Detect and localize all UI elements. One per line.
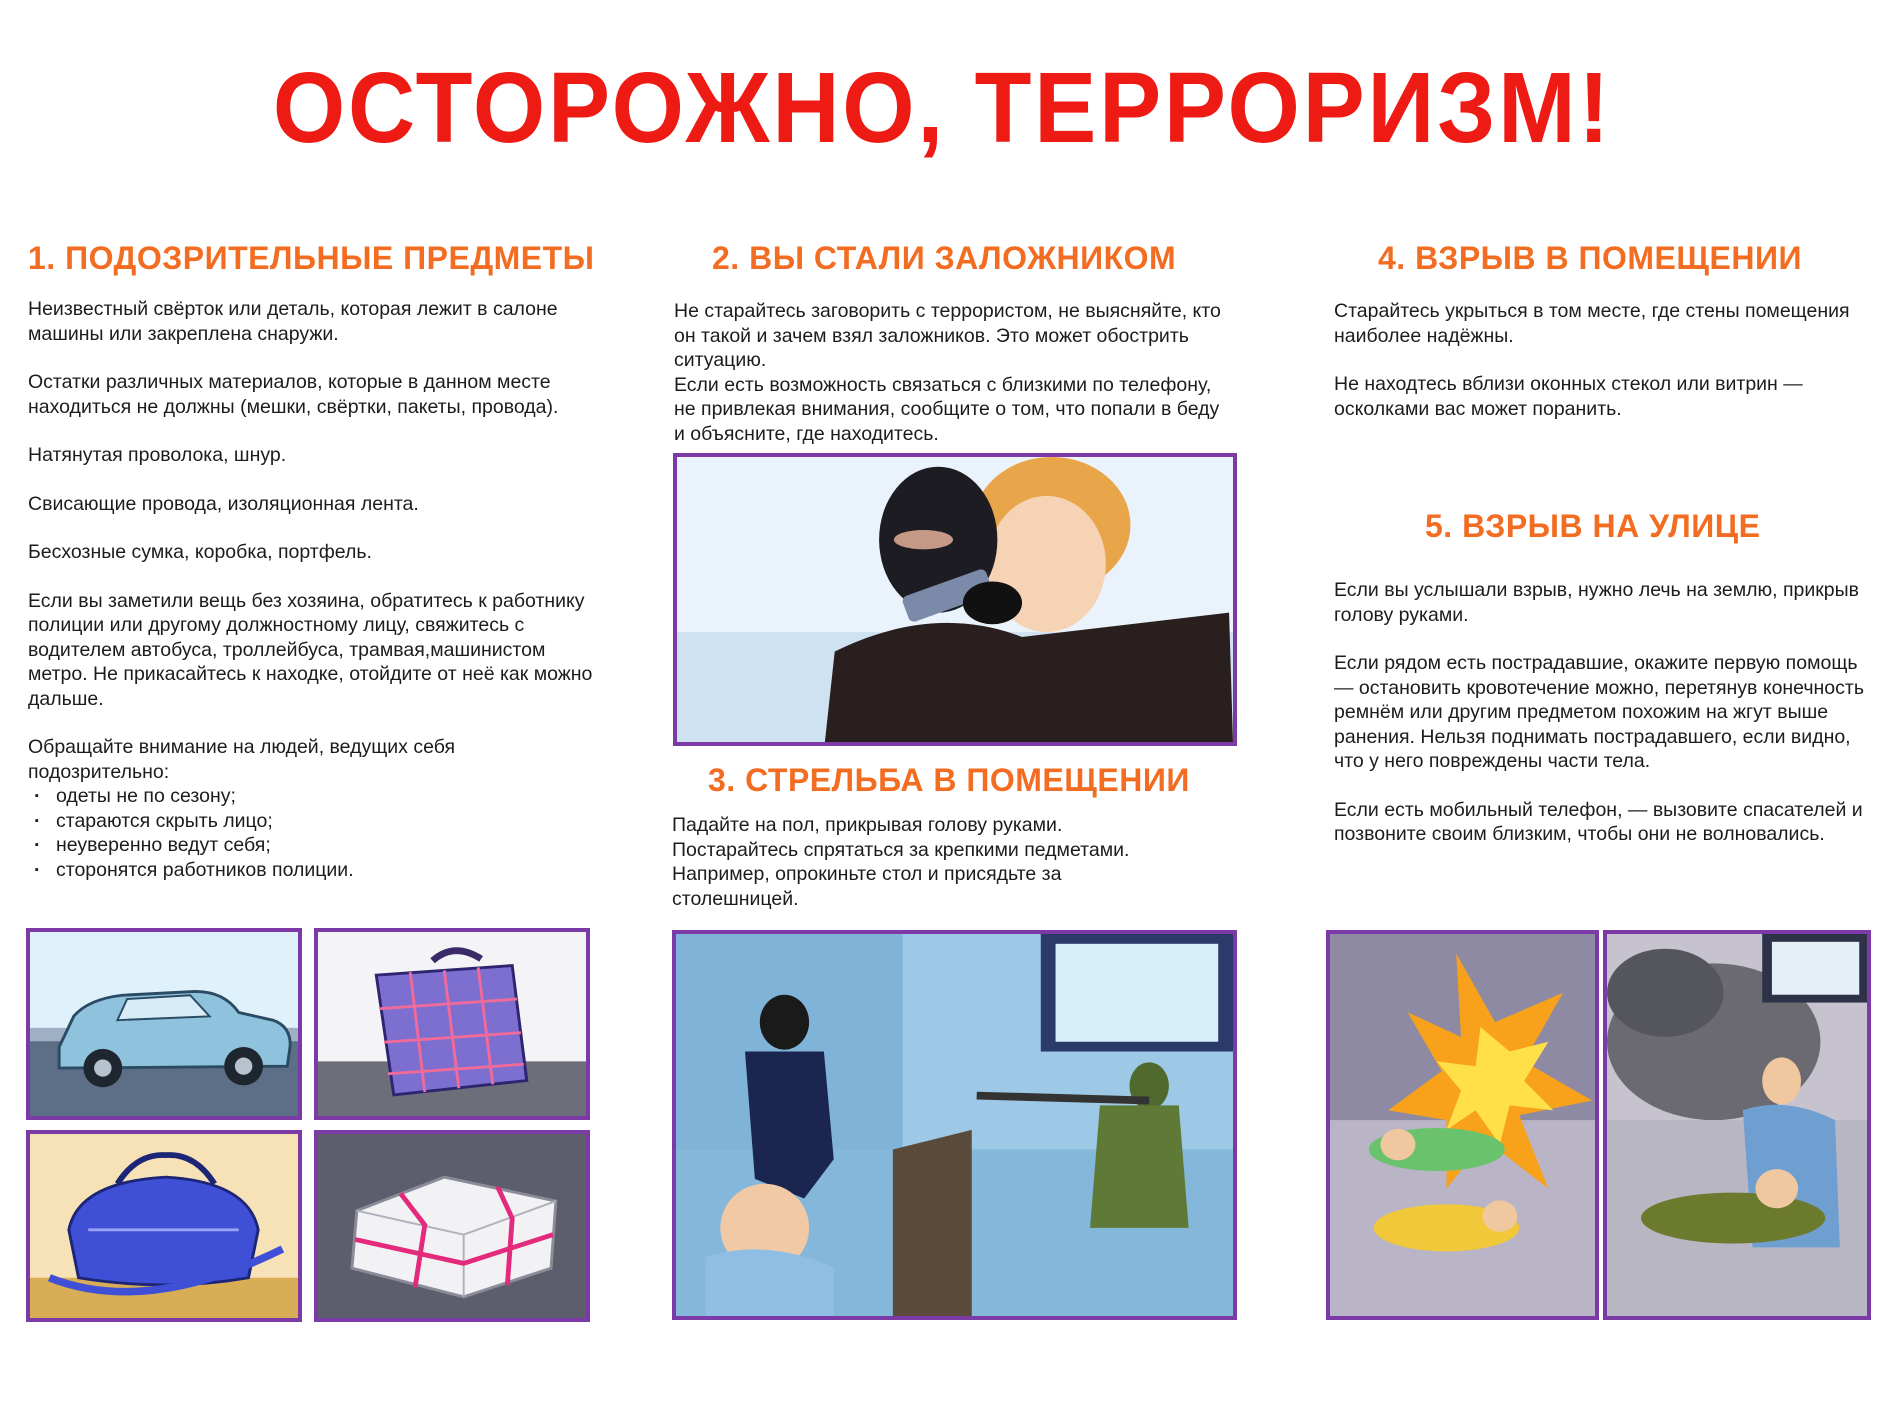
section5-paragraph: Если вы услышали взрыв, нужно лечь на землю, прикрыв голову руками.: [1334, 579, 1860, 626]
section5-text: [1334, 578, 1864, 847]
car-illustration: [26, 928, 302, 1120]
section2-paragraph: Если есть возможность связаться с близкими по телефону, не привлекая внимания, сообщите о том, что попали в беду и объясните, где находитесь.: [674, 373, 1220, 445]
list-item: · одеты не по сезону;: [28, 784, 598, 809]
section1-paragraph: Остатки различных материалов, которые в данном месте находиться не должны (мешки, свёртки, пакеты, провода).: [28, 371, 559, 418]
section5-heading: 5. ВЗРЫВ НА УЛИЦЕ: [1425, 508, 1761, 544]
section1-paragraph: Свисающие провода, изоляционная лента.: [28, 492, 419, 515]
indoor-explosion-illustration: [1326, 930, 1599, 1320]
section1-paragraph: Обращайте внимание на людей, ведущих себя подозрительно:: [28, 736, 456, 783]
street-explosion-illustration: [1603, 930, 1871, 1320]
bag-illustration: [26, 1130, 302, 1322]
section2-text: [674, 299, 1234, 446]
section4-paragraph: Старайтесь укрыться в том месте, где стены помещения наиболее надёжны.: [1334, 300, 1850, 347]
section4-text: [1334, 299, 1854, 421]
section1-paragraph: Если вы заметили вещь без хозяина, обратитесь к работнику полиции или другому должностному лицу, свяжитесь с водителем автобуса, троллейбуса, трамвая,машинистом метро. Не прикасайтесь к находке, отойдите от неё как можно дальше.: [28, 589, 593, 710]
section1-text: [28, 297, 598, 882]
section1-heading: 1. ПОДОЗРИТЕЛЬНЫЕ ПРЕДМЕТЫ: [28, 240, 595, 276]
suitcase-illustration: [314, 928, 590, 1120]
section3-text: Падайте на пол, прикрывая голову руками. Постарайтесь спрятаться за крепкими педметами. Например, опрокиньте стол и присядьте за столешницей.: [672, 814, 1130, 910]
section4-paragraph: Не находтесь вблизи оконных стекол или витрин — осколками вас может поранить.: [1334, 373, 1803, 420]
section1-paragraph: Неизвестный свёрток или деталь, которая лежит в салоне машины или закреплена снаружи.: [28, 298, 558, 345]
section2-paragraph: Не старайтесь заговорить с террористом, не выясняйте, кто он такой и зачем взял заложников. Это может обострить ситуацию.: [674, 300, 1221, 371]
section2-heading: 2. ВЫ СТАЛИ ЗАЛОЖНИКОМ: [712, 240, 1177, 276]
poster-title: ОСТОРОЖНО, ТЕРРОРИЗМ!: [272, 52, 1613, 164]
section5-paragraph: Если рядом есть пострадавшие, окажите первую помощь — остановить кровотечение можно, перетянув конечность ремнём или другим предметом похожим на жгут выше ранения. Нельзя поднимать пострадавшего, если видно, что у него повреждены части тела.: [1334, 652, 1864, 772]
section3-heading: 3. СТРЕЛЬБА В ПОМЕЩЕНИИ: [708, 762, 1190, 798]
list-item: · сторонятся работников полиции.: [28, 858, 598, 883]
shooting-illustration: [672, 930, 1237, 1320]
section5-paragraph: Если есть мобильный телефон, — вызовите спасателей и позвоните своим близким, чтобы они не волновались.: [1334, 798, 1863, 845]
section4-heading: 4. ВЗРЫВ В ПОМЕЩЕНИИ: [1378, 240, 1802, 276]
suspicious-signs-list: [28, 784, 598, 882]
section1-paragraph: Бесхозные сумка, коробка, портфель.: [28, 541, 372, 563]
list-item: · стараются скрыть лицо;: [28, 809, 598, 834]
section1-paragraph: Натянутая проволока, шнур.: [28, 444, 287, 466]
package-illustration: [314, 1130, 590, 1322]
list-item: · неуверенно ведут себя;: [28, 833, 598, 858]
hostage-illustration: [673, 453, 1237, 746]
